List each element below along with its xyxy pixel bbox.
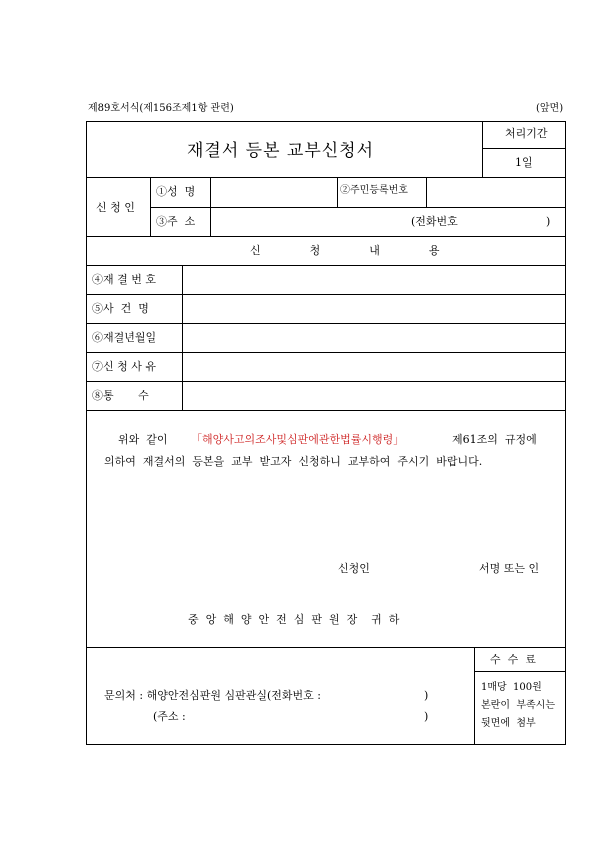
request-reason-label: ⑦신 청 사 유 <box>92 360 156 373</box>
fee-line3: 뒷면에 첨부 <box>481 718 536 729</box>
content-header: 신 청 내 용 <box>250 244 454 257</box>
decision-date-field[interactable] <box>184 325 564 350</box>
processing-period-value: 1일 <box>515 156 533 169</box>
copies-label: ⑧통 수 <box>92 389 149 402</box>
body-line2: 의하여 재결서의 등본을 교부 받고자 신청하니 교부하여 주시기 바랍니다. <box>104 455 483 468</box>
applicant-signature-label: 신청인 <box>338 562 370 575</box>
case-name-label: ⑤사 건 명 <box>92 302 149 315</box>
processing-period-label: 처리기간 <box>505 127 548 140</box>
body-line1-prefix: 위와 같이 <box>118 433 168 446</box>
name-label: ①성 명 <box>156 185 196 198</box>
sign-or-seal-label: 서명 또는 인 <box>479 562 540 575</box>
name-field[interactable] <box>212 179 335 205</box>
contact-line1: 문의처 : 해양안전심판원 심판관실(전화번호 : <box>104 689 321 702</box>
fee-line1: 1매당 100원 <box>481 682 542 693</box>
case-name-field[interactable] <box>184 296 564 321</box>
contact-line2: (주소 : <box>153 710 186 723</box>
address-label: ③주 소 <box>156 215 196 228</box>
decision-date-label: ⑥재결년월일 <box>92 331 157 344</box>
rrn-label: ②주민등록번호 <box>340 185 408 196</box>
fee-label: 수 수 료 <box>490 653 536 666</box>
page-side-label: (앞면) <box>536 103 564 114</box>
form-title: 재결서 등본 교부신청서 <box>187 141 375 161</box>
contact-line1-close: ) <box>424 689 429 702</box>
copies-field[interactable] <box>184 383 564 408</box>
addressee: 중 앙 해 양 안 전 심 판 원 장 귀 하 <box>188 613 400 626</box>
contact-line2-close: ) <box>424 710 429 723</box>
law-name: 「해양사고의조사및심판에관한법률시행령」 <box>191 433 405 446</box>
phone-label: (전화번호 <box>411 215 458 228</box>
phone-close: ) <box>546 215 551 228</box>
decision-number-field[interactable] <box>184 267 564 292</box>
request-reason-field[interactable] <box>184 354 564 379</box>
form-number: 제89호서식(제156조제1항 관련) <box>88 103 234 114</box>
address-field[interactable] <box>212 209 402 235</box>
fee-line2: 본란이 부족시는 <box>481 700 555 711</box>
rrn-field[interactable] <box>428 179 564 205</box>
body-line1-suffix: 제61조의 규정에 <box>452 433 537 446</box>
applicant-label: 신 청 인 <box>96 201 135 214</box>
decision-number-label: ④재 결 번 호 <box>92 273 156 286</box>
